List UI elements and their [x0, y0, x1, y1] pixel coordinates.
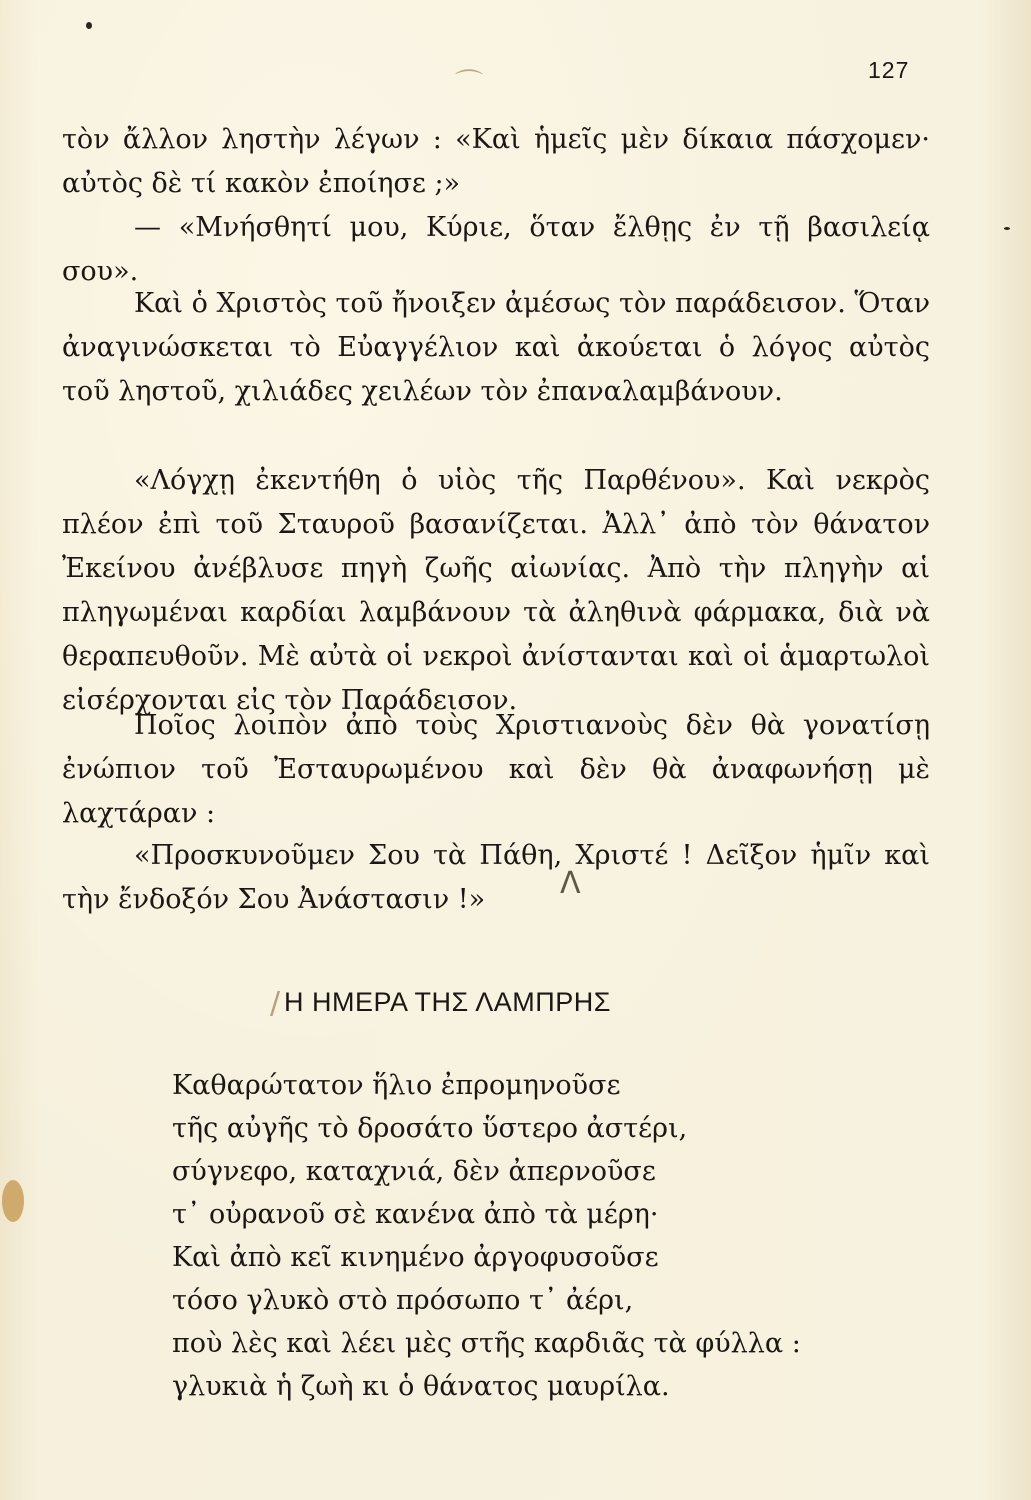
section-heading: Η ΗΜΕΡΑ ΤΗΣ ΛΑΜΠΡΗΣ: [284, 987, 611, 1017]
pencil-slash-icon: /: [270, 986, 281, 1021]
poem-line: τόσο γλυκὸ στὸ πρόσωπο τ᾽ ἀέρι,: [172, 1285, 634, 1316]
poem: [172, 1064, 892, 1408]
paragraph-lance-pierced: «Λόγχῃ ἐκεντήθη ὁ υἱὸς τῆς Παρθένου». Καὶ νεκρὸς πλέον ἐπὶ τοῦ Σταυροῦ βασανίζεται. Ἀλλ᾽ ἀπὸ τὸν θάνατον Ἐκείνου ἀνέβλυσε πηγὴ ζωῆς αἰωνίας. Ἀπὸ τὴν πληγὴν αἱ πληγωμέναι καρδίαι λαμβάνουν τὰ ἀληθινὰ φάρμακα, διὰ νὰ θεραπευθοῦν. Μὲ αὐτὰ οἱ νεκροὶ ἀνίστανται καὶ οἱ ἁμαρτωλοὶ εἰσέρχονται εἰς τὸν Παράδεισον.: [62, 465, 930, 716]
paragraph-we-worship: «Προσκυνοῦμεν Σου τὰ Πάθη, Χριστέ ! Δεῖξον ἡμῖν καὶ τὴν ἔνδοξόν Σου Ἀνάστασιν !»: [62, 840, 930, 915]
poem-line: σύγνεφο, καταχνιά, δὲν ἀπερνοῦσε: [172, 1156, 656, 1187]
paragraph-who-will-kneel: Ποῖος λοιπὸν ἀπὸ τοὺς Χριστιανοὺς δὲν θὰ γονατίσῃ ἐνώπιον τοῦ Ἐσταυρωμένου καὶ δὲν θὰ ἀναφωνήσῃ μὲ λαχτάραν :: [62, 710, 930, 829]
paragraph-paradise-opened: Καὶ ὁ Χριστὸς τοῦ ἤνοιξεν ἀμέσως τὸν παράδεισον. Ὅταν ἀναγινώσκεται τὸ Εὐαγγέλιον καὶ ἀκούεται ὁ λόγος αὐτὸς τοῦ ληστοῦ, χιλιάδες χειλέων τὸν ἐπαναλαμβάνουν.: [62, 288, 930, 407]
poem-line: ποὺ λὲς καὶ λέει μὲς στῆς καρδιᾶς τὰ φύλλα :: [172, 1328, 801, 1359]
ink-speck: [86, 22, 92, 29]
page-number: 127: [868, 57, 910, 83]
margin-stain: [2, 1180, 24, 1222]
pencil-caret-icon: Λ: [560, 866, 581, 901]
paragraph-remember-me: — «Μνήσθητί μου, Κύριε, ὅταν ἔλθῃς ἐν τῇ βασιλείᾳ σου».: [62, 212, 930, 287]
poem-line: Καθαρώτατον ἥλιο ἐπρομηνοῦσε: [172, 1070, 621, 1101]
poem-line: τῆς αὐγῆς τὸ δροσάτο ὕστερο ἀστέρι,: [172, 1113, 688, 1144]
poem-line: τ᾽ οὐρανοῦ σὲ κανένα ἀπὸ τὰ μέρη·: [172, 1199, 659, 1230]
ink-speck: [1004, 227, 1010, 230]
paragraph-thieves-dialogue: τὸν ἄλλον ληστὴν λέγων : «Καὶ ἡμεῖς μὲν δίκαια πάσχομεν· αὐτὸς δὲ τί κακὸν ἐποίησε ;»: [62, 124, 930, 199]
pencil-mark-icon: ⌒: [455, 67, 484, 100]
poem-line: γλυκιὰ ἡ ζωὴ κι ὁ θάνατος μαυρίλα.: [172, 1371, 670, 1402]
poem-line: Καὶ ἀπὸ κεῖ κινημένο ἀργοφυσοῦσε: [172, 1242, 659, 1273]
